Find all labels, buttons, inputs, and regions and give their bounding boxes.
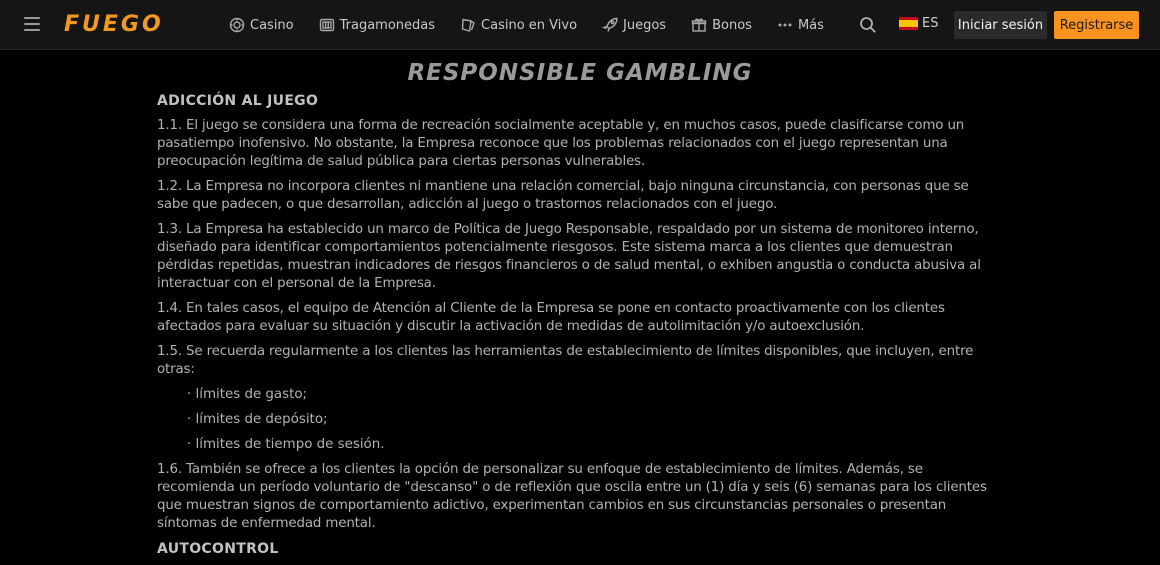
list-item-deposit-limits: · límites de depósito; [187,412,328,427]
nav-item-label: Casino [250,17,294,33]
nav-item-label: Tragamonedas [339,17,436,33]
paragraph-1-5: 1.5. Se recuerda regularmente a los clientes las herramientas de establecimiento de límites disponibles, que incluyen, entre otras: [157,344,974,377]
nav-item-live-casino[interactable] [460,0,577,50]
language-code: ES [922,16,939,31]
nav-item-label: Juegos [623,17,667,33]
hamburger-menu-icon[interactable] [24,17,40,31]
paragraph-1-6: 1.6. También se ofrece a los clientes la opción de personalizar su enfoque de establecimiento de límites. Además, se recomienda un período voluntario de "descanso" o de reflexión que oscila entre un (1) día y seis (6) semanas para los clientes que muestran signos de comportamiento adictivo, experimentan cambios en sus circunstancias personales o presentan síntomas de enfermedad mental. [157,462,987,531]
nav-item-casino[interactable] [229,0,294,50]
nav-item-games[interactable] [602,0,666,50]
top-navigation-bar [0,0,1160,50]
page-title: RESPONSIBLE GAMBLING [407,60,753,86]
login-button[interactable]: Iniciar sesión [954,11,1047,39]
rocket-icon [602,17,618,33]
nav-item-label: Bonos [712,17,752,33]
site-logo[interactable] [64,11,164,39]
more-dots-icon [777,17,793,33]
main-content [157,58,1003,565]
search-icon [859,16,877,34]
paragraph-1-4: 1.4. En tales casos, el equipo de Atención al Cliente de la Empresa se pone en contacto proactivamente con los clientes afectados para evaluar su situación y discutir la activación de medidas de autolimitación y/o autoexclusión. [157,301,945,334]
paragraph-1-1: 1.1. El juego se considera una forma de recreación socialmente aceptable y, en muchos casos, puede clasificarse como un pasatiempo inofensivo. No obstante, la Empresa reconoce que los problemas relacionados con el juego representan una preocupación legítima de salud pública para ciertas personas vulnerables. [157,118,965,169]
nav-item-bonuses[interactable] [691,0,752,50]
gift-icon [691,17,707,33]
nav-item-slots[interactable] [319,0,435,50]
live-casino-icon [460,17,476,33]
paragraph-1-3: 1.3. La Empresa ha establecido un marco de Política de Juego Responsable, respaldado por un sistema de monitoreo interno, diseñado para identificar comportamientos potencialmente riesgosos. Este sistema marca a los clientes que demuestran pérdidas repetidas, muestran indicadores de riesgos financieros o de salud mental, o exhiben angustia o conducta abusiva al interactuar con el personal de la Empresa. [157,222,981,291]
logo-text: FUEGO [64,12,164,37]
list-item-session-time-limits: · límites de tiempo de sesión. [187,437,385,452]
register-button[interactable]: Registrarse [1054,11,1139,39]
language-selector[interactable] [899,16,938,31]
paragraph-1-2: 1.2. La Empresa no incorpora clientes ni mantiene una relación comercial, bajo ninguna circunstancia, con personas que se sabe que padecen, o que desarrollan, adicción al juego o trastornos relacionados con el juego. [157,179,969,212]
casino-chip-icon [229,17,245,33]
nav-item-more[interactable] [777,0,824,50]
search-button[interactable] [859,16,877,34]
list-item-spending-limits: · límites de gasto; [187,387,308,402]
slot-machine-icon [319,17,335,33]
section-heading-addiction: ADICCIÓN AL JUEGO [157,93,319,109]
section-heading-self-control: AUTOCONTROL [157,541,279,557]
nav-item-label: Casino en Vivo [481,17,578,33]
spain-flag-icon [899,17,918,30]
main-nav [229,0,849,50]
nav-item-label: Más [797,17,824,33]
